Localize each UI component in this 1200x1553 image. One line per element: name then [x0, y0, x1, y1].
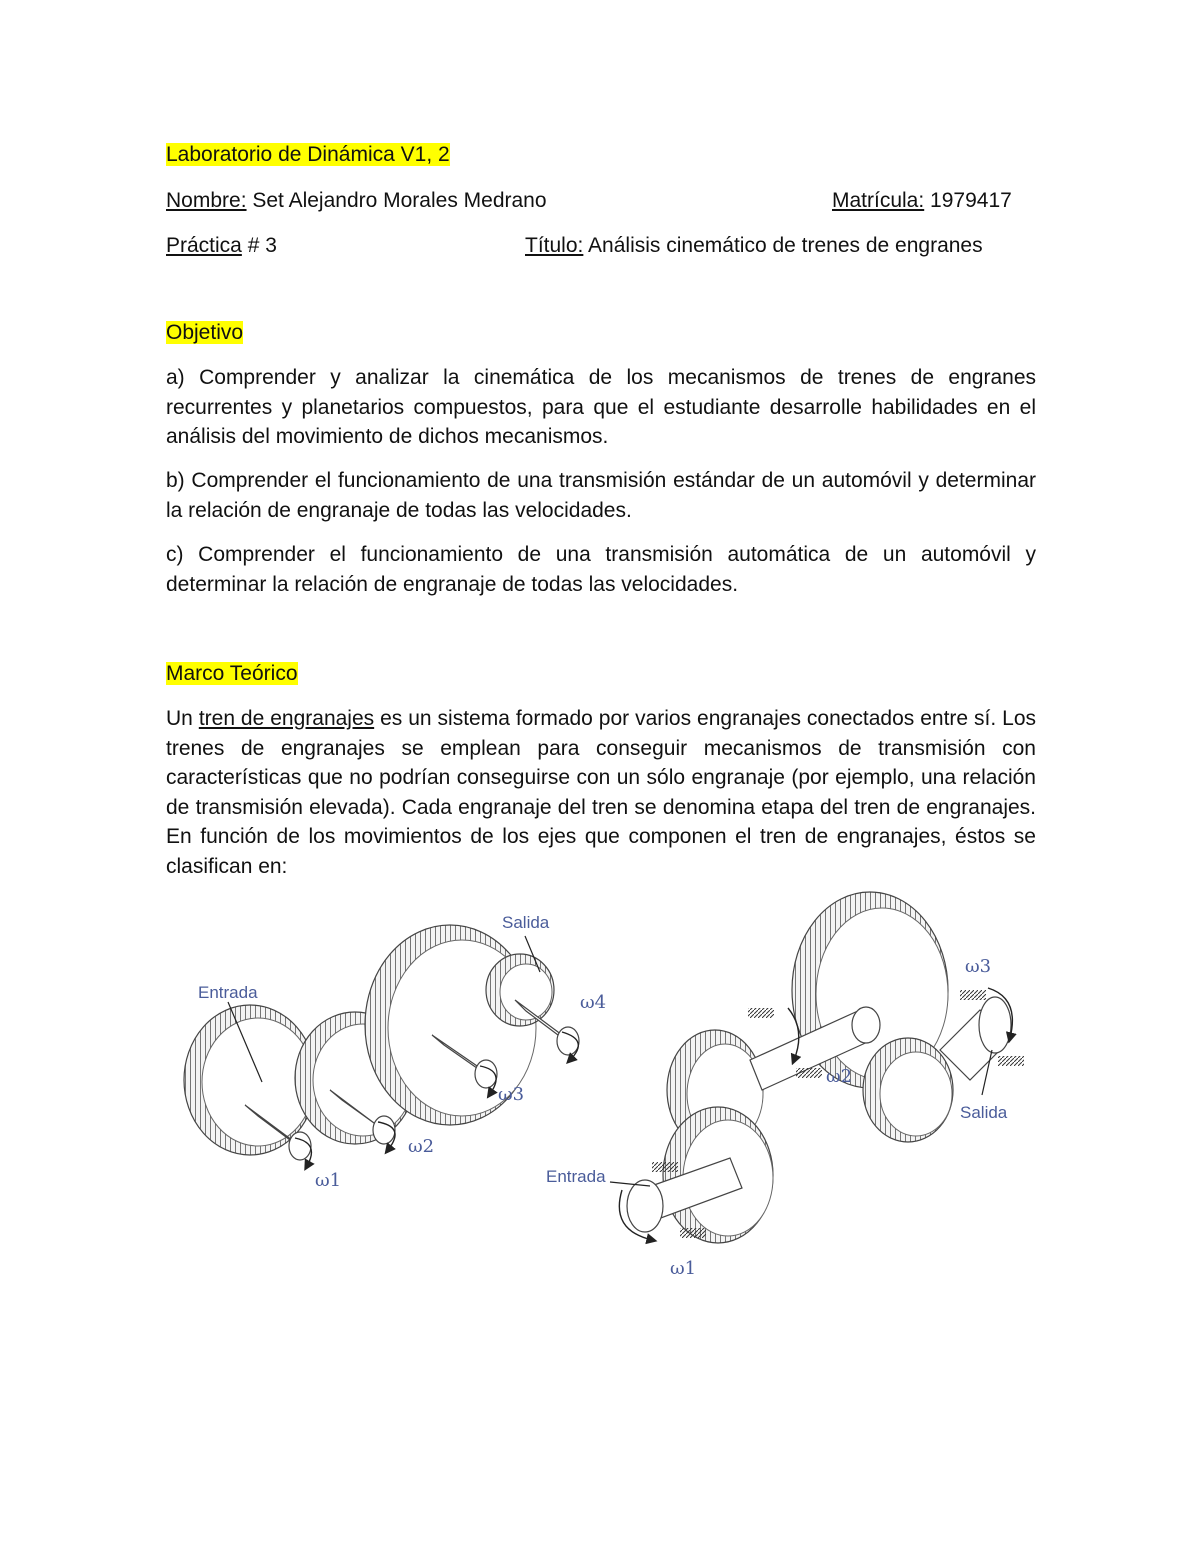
objetivo-item-a: a) Comprender y analizar la cinemática de los mecanismos de trenes de engranes recurrentes y planetarios compuestos, para que el estudiante desarrolle habilidades en el análisis del movimiento de dichos mecanismos. [166, 366, 1036, 448]
title-line [525, 231, 983, 260]
gear-4 [486, 954, 554, 1026]
gear-train-figure [170, 890, 1050, 1290]
left-salida-label: Salida [502, 913, 550, 932]
title-label: Título: [525, 234, 584, 257]
marco-heading: Marco Teórico [166, 662, 298, 685]
practice-value: # 3 [247, 234, 277, 257]
left-w3-label: ω3 [498, 1084, 525, 1105]
marco-term: tren de engranajes [198, 707, 375, 730]
name-label: Nombre: [166, 189, 247, 212]
name-value: Set Alejandro Morales Medrano [252, 189, 547, 212]
practice-line [166, 231, 277, 260]
id-line [832, 186, 1012, 215]
id-value: 1979417 [930, 189, 1012, 212]
name-line [166, 186, 547, 215]
right-w2-label: ω2 [826, 1066, 853, 1087]
compound-gear-train [546, 892, 1024, 1279]
right-w3-label: ω3 [965, 956, 992, 977]
objetivo-item-b: b) Comprender el funcionamiento de una transmisión estándar de un automóvil y determinar la relación de engranaje de todas las velocidades. [166, 469, 1036, 522]
right-salida-label: Salida [960, 1103, 1008, 1122]
simple-gear-train [184, 913, 606, 1191]
title-value: Análisis cinemático de trenes de engranes [588, 234, 983, 257]
marco-start: Un [166, 707, 193, 730]
gear-small-right [863, 1038, 953, 1142]
left-w2-label: ω2 [408, 1136, 435, 1157]
left-w1-label: ω1 [315, 1170, 342, 1191]
marco-paragraph [166, 704, 1036, 881]
right-entrada-label: Entrada [546, 1167, 606, 1186]
id-label: Matrícula: [832, 189, 925, 212]
lab-title: Laboratorio de Dinámica V1, 2 [166, 143, 450, 166]
practice-label: Práctica [166, 234, 242, 257]
objetivo-heading: Objetivo [166, 321, 244, 344]
objetivo-item-c: c) Comprender el funcionamiento de una transmisión automática de un automóvil y determinar la relación de engranaje de todas las velocidades. [166, 543, 1036, 596]
right-w1-label: ω1 [670, 1258, 697, 1279]
left-entrada-label: Entrada [198, 983, 258, 1002]
left-w4-label: ω4 [580, 992, 607, 1013]
marco-rest: es un sistema formado por varios engranajes conectados entre sí. Los trenes de engranajes se emplean para conseguir mecanismos de transmisión con características que no podrían conseguirse con un sólo engranaje (por ejemplo, una relación de transmisión elevada). Cada engranaje del tren se denomina etapa del tren de engranajes. En función de los movimientos de los ejes que componen el tren de engranajes, éstos se clasifican en: [166, 707, 1037, 878]
